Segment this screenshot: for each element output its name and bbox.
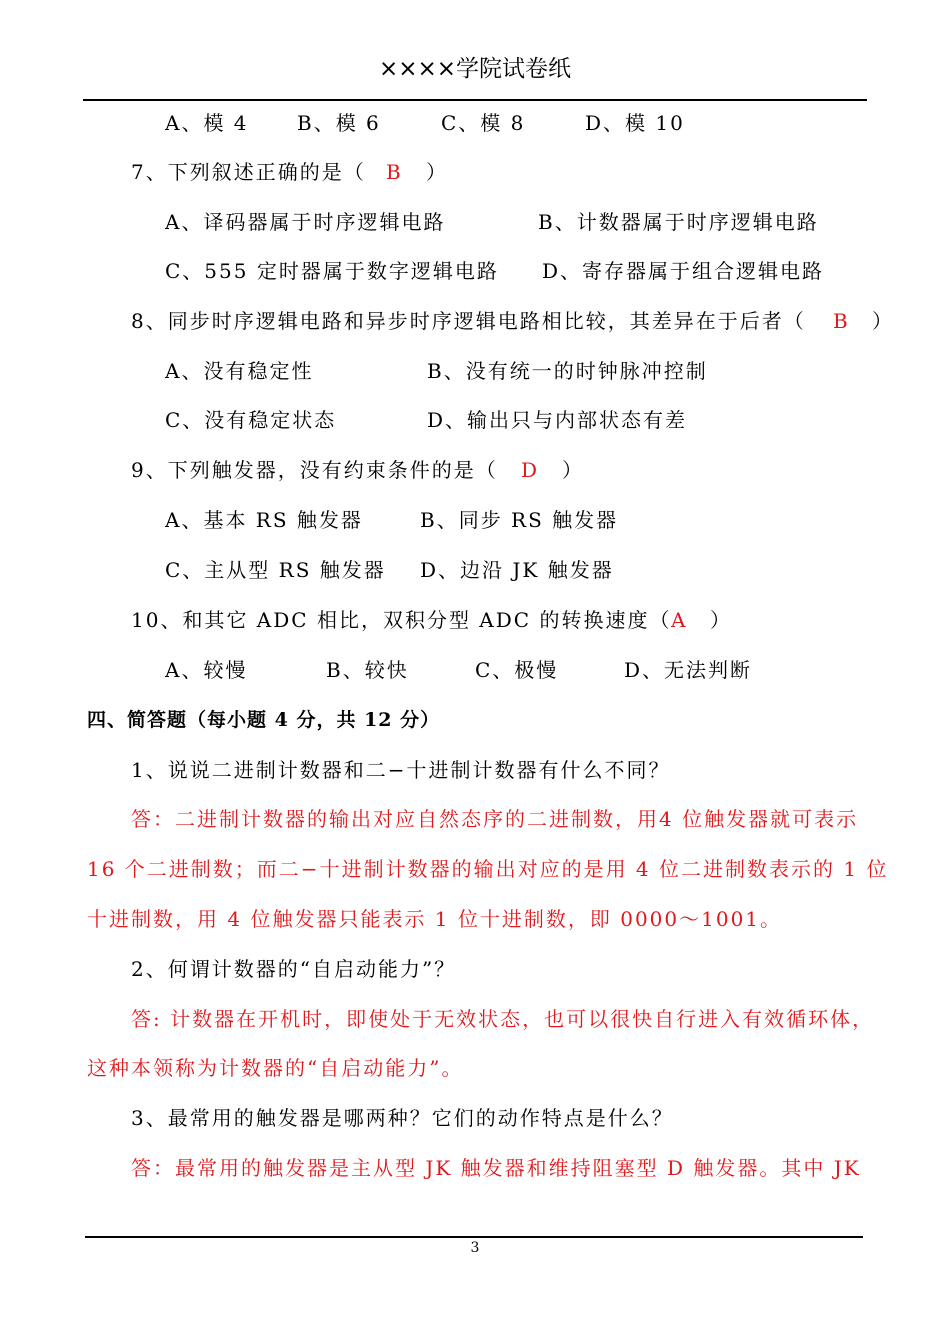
option-a: A、较慢 [165,658,248,682]
header-rule [83,99,867,101]
footer-rule [85,1236,863,1238]
option-d: D、寄存器属于组合逻辑电路 [542,259,825,283]
question-7: 7、下列叙述正确的是（ [131,160,366,184]
option-b: B、没有统一的时钟脉冲控制 [427,359,708,383]
option-c: C、模 8 [441,111,526,135]
answer-1-line-2: 16 个二进制数；而二−十进制计数器的输出对应的是用 4 位二进制数表示的 1 位 [87,857,889,881]
option-b: B、同步 RS 触发器 [420,508,619,532]
option-d: D、无法判断 [624,658,753,682]
question-9-paren: ） [562,458,584,482]
short-question-2: 2、何谓计数器的“自启动能力”？ [131,957,457,981]
answer-1-line-1: 答：二进制计数器的输出对应自然态序的二进制数，用4 位触发器就可表示 [131,807,859,831]
option-c: C、主从型 RS 触发器 [165,558,386,582]
option-b: B、计数器属于时序逻辑电路 [538,210,819,234]
short-question-1: 1、说说二进制计数器和二−十进制计数器有什么不同？ [131,758,671,782]
option-a: A、没有稳定性 [165,359,314,383]
option-a: A、基本 RS 触发器 [165,508,363,532]
option-d: D、模 10 [585,111,685,135]
answer-2-line-1: 答: 计数器在开机时，即使处于无效状态，也可以很快自行进入有效循环体， [131,1007,875,1031]
question-10: 10、和其它 ADC 相比，双积分型 ADC 的转换速度（ [131,608,672,632]
question-8: 8、同步时序逻辑电路和异步时序逻辑电路相比较，其差异在于后者（ [131,309,806,333]
question-7-answer: B [386,160,403,184]
section-heading: 四、简答题（每小题 4 分，共 12 分） [87,709,441,731]
question-8-paren: ） [872,309,894,333]
option-c: C、555 定时器属于数字逻辑电路 [165,259,499,283]
answer-2-line-2: 这种本领称为计数器的“自启动能力”。 [87,1056,464,1080]
answer-1-line-3: 十进制数，用 4 位触发器只能表示 1 位十进制数，即 0000～1001。 [87,907,783,931]
page-number: 3 [470,1240,480,1256]
question-10-paren: ） [710,608,732,632]
option-d: D、输出只与内部状态有差 [427,408,688,432]
option-a: A、模 4 [165,111,249,135]
option-d: D、边沿 JK 触发器 [420,558,614,582]
option-a: A、译码器属于时序逻辑电路 [165,210,446,234]
question-8-answer: B [833,309,850,333]
question-7-paren: ） [426,160,448,184]
question-9-answer: D [521,458,540,482]
option-b: B、较快 [326,658,409,682]
answer-3-line-1: 答：最常用的触发器是主从型 JK 触发器和维持阻塞型 D 触发器。其中 JK [131,1156,861,1180]
option-b: B、模 6 [297,111,381,135]
option-c: C、极慢 [475,658,559,682]
question-10-answer: A [671,608,688,632]
page-header-title: ××××学院试卷纸 [378,56,572,82]
short-question-3: 3、最常用的触发器是哪两种？它们的动作特点是什么？ [131,1106,674,1130]
question-9: 9、下列触发器，没有约束条件的是（ [131,458,498,482]
option-c: C、没有稳定状态 [165,408,337,432]
